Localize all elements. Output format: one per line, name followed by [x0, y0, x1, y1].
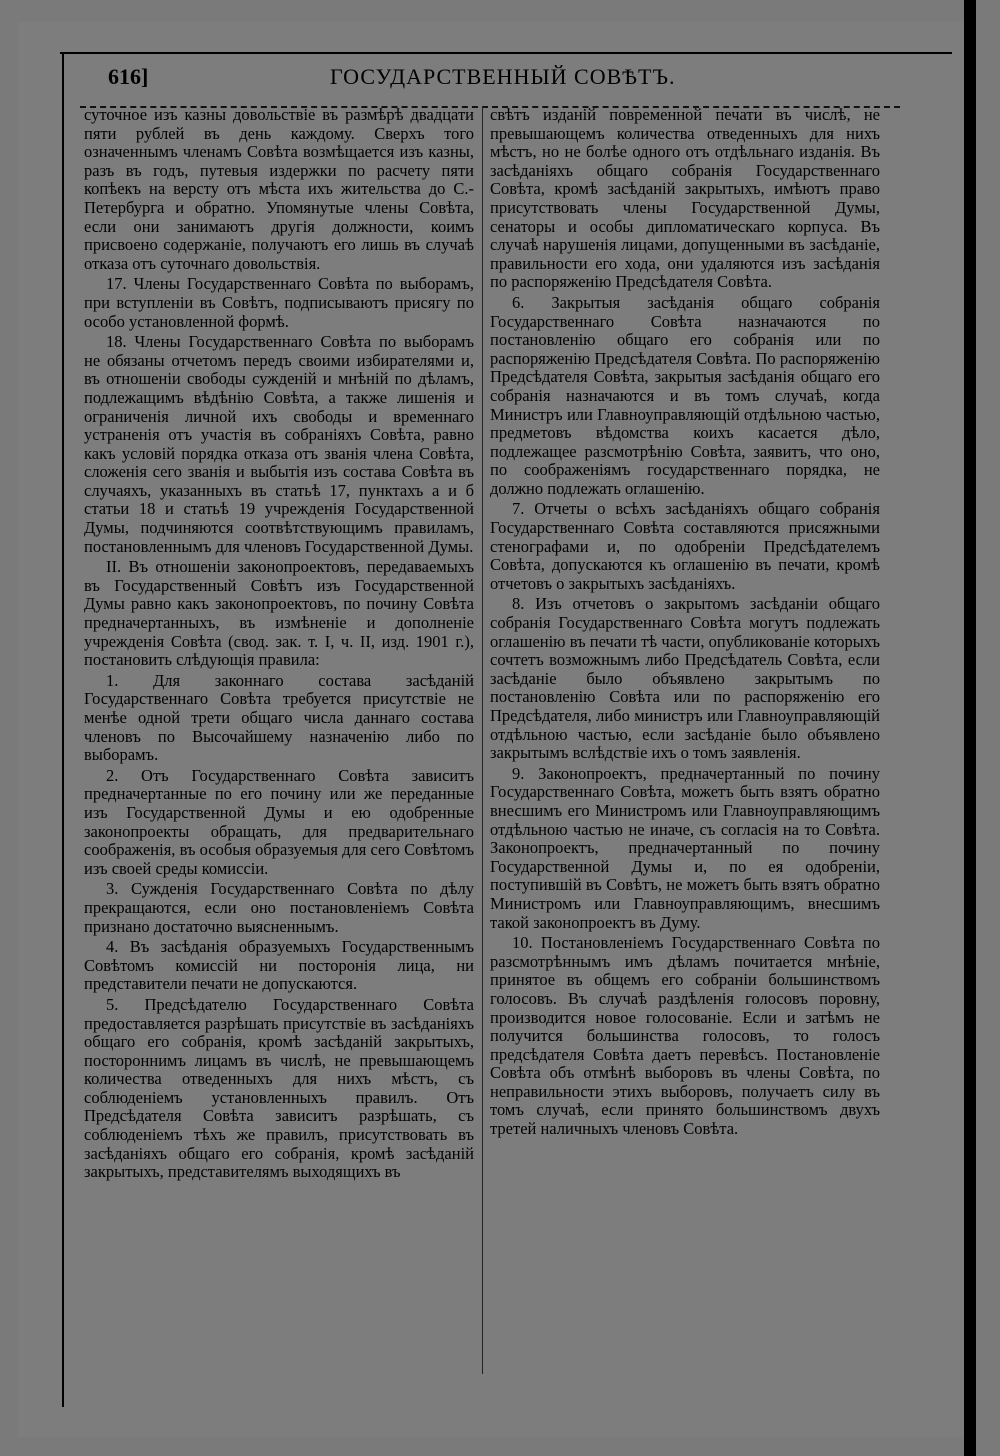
paragraph: II. Въ отношеніи законопроектовъ, передаваемыхъ въ Государственный Совѣтъ изъ Государственной Думы равно какъ законопроектовъ, по почину Совѣта предначертанныхъ, въ измѣненіе и дополненіе учрежденія Совѣта (свод. зак. т. I, ч. II, изд. 1901 г.), постановить слѣдующія правила: — [84, 557, 474, 670]
paragraph: 8. Изъ отчетовъ о закрытомъ засѣданіи общаго собранія Государственнаго Совѣта могутъ подлежать оглашенію въ печати тѣ части, опубликованіе которыхъ сочтетъ возможнымъ либо Предсѣдатель Совѣта, если засѣданіе было объявлено закрытымъ по постановленію Совѣта или по распоряженію его Предсѣдателя, либо министръ или Главноуправляющій отдѣльною частью, если засѣданіе было объявлено закрытымъ вслѣдствіе ихъ о томъ заявленія. — [490, 594, 880, 763]
paragraph: 9. Законопроектъ, предначертанный по почину Государственнаго Совѣта, можетъ быть взятъ обратно внесшимъ его Министромъ или Главноуправляющимъ отдѣльною частью не иначе, съ согласія на то Совѣта. Законопроектъ, предначертанный по почину Государственной Думы и, по ея одобреніи, поступившій въ Совѣтъ, не можетъ быть взятъ обратно Министромъ или Главноуправляющимъ, внесшимъ такой законопроектъ въ Думу. — [490, 763, 880, 932]
top-rule — [60, 52, 952, 54]
paragraph: 10. Постановленіемъ Государственнаго Совѣта по разсмотрѣннымъ имъ дѣламъ почитается мнѣніе, принятое въ общемъ его собраніи большинствомъ голосовъ. Въ случаѣ раздѣленія голосовъ поровну, производится новое голосованіе. Если и затѣмъ не получится большинства голосовъ, то голосъ предсѣдателя Совѣта даетъ перевѣсъ. Постановленіе Совѣта объ отмѣнѣ выборовъ въ члены Совѣта, по неправильности этихъ выборовъ, получаетъ силу въ томъ случаѣ, если принято большинствомъ двухъ третей наличныхъ членовъ Совѣта. — [490, 933, 880, 1139]
right-margin-bar — [964, 0, 976, 1456]
paragraph: 1. Для законнаго состава засѣданій Государственнаго Совѣта требуется присутствіе не менѣе одной трети общаго числа даннаго состава членовъ по Высочайшему назначенію либо по выборамъ. — [84, 670, 474, 765]
paragraph: 7. Отчеты о всѣхъ засѣданіяхъ общаго собранія Государственнаго Совѣта составляются присяжными стенографами и, по одобреніи Предсѣдателемъ Совѣта, допускаются къ оглашенію въ печати, кромѣ отчетовъ о закрытыхъ засѣданіяхъ. — [490, 499, 880, 593]
paragraph: свѣтъ изданій повременной печати въ числѣ, не превышающемъ количества отведенныхъ для нихъ мѣстъ, но не болѣе одного отъ отдѣльнаго изданія. Въ засѣданіяхъ общаго собранія Государственнаго Совѣта, кромѣ засѣданій закрытыхъ, имѣютъ право присутствовать члены Государственной Думы, сенаторы и особы дипломатическаго корпуса. Въ случаѣ нарушенія лицами, допущенными въ засѣданіе, правильности его хода, они удаляются изъ засѣданія по распоряженію Предсѣдателя Совѣта. — [490, 105, 880, 292]
page-header — [90, 60, 890, 90]
paragraph: 18. Члены Государственнаго Совѣта по выборамъ не обязаны отчетомъ передъ своими избирателями и, въ отношеніи свободы сужденій и мнѣній по дѣламъ, подлежащимъ вѣдѣнію Совѣта, а также лишенія и ограниченія личной ихъ свободы и временнаго устраненія отъ участія въ собраніяхъ Совѣта, равно какъ условій порядка отказа отъ званія члена Совѣта, сложенія сего званія и выбытія изъ состава Совѣта въ случаяхъ, указанныхъ въ статьѣ 17, пунктахъ а и б статьи 18 и статьѣ 19 учрежденія Государственной Думы, подчиняются соотвѣтствующимъ правиламъ, постановленнымъ для членовъ Государственной Думы. — [84, 332, 474, 556]
page-number: 616] — [108, 64, 149, 89]
running-title: ГОСУДАРСТВЕННЫЙ СОВѢТЪ. — [330, 64, 676, 89]
paragraph: суточное изъ казны довольствіе въ размѣрѣ двадцати пяти рублей въ день каждому. Сверхъ того означеннымъ членамъ Совѣта возмѣщается изъ казны, разъ въ годъ, путевыя издержки по расчету пяти копѣекъ на версту отъ мѣста ихъ жительства до С.-Петербурга и обратно. Упомянутые члены Совѣта, если они занимаютъ другія должности, коимъ присвоено содержаніе, получаютъ его лишь въ случаѣ отказа отъ суточнаго довольствія. — [84, 105, 474, 273]
paragraph: 3. Сужденія Государственнаго Совѣта по дѣлу прекращаются, если оно постановленіемъ Совѣта признано достаточно выясненнымъ. — [84, 879, 474, 936]
column-divider — [482, 106, 483, 1374]
paragraph: 6. Закрытыя засѣданія общаго собранія Государственнаго Совѣта назначаются по постановленію общаго его собранія или по распоряженію Предсѣдателя Совѣта. По распоряженію Предсѣдателя Совѣта, закрытыя засѣданія общаго его собранія назначаются и въ томъ случаѣ, когда Министръ или Главноуправляющій отдѣльною частью, предметовъ вѣдомства коихъ касается дѣло, подлежащее разсмотрѣнію Совѣта, заявитъ, что оно, по соображеніямъ государственнаго порядка, не должно подлежать оглашенію. — [490, 292, 880, 498]
paragraph: 17. Члены Государственнаго Совѣта по выборамъ, при вступленіи въ Совѣтъ, подписываютъ присягу по особо установленной формѣ. — [84, 274, 474, 331]
paragraph: 5. Предсѣдателю Государственнаго Совѣта предоставляется разрѣшать присутствіе въ засѣданіяхъ общаго его собранія, кромѣ засѣданій закрытыхъ, постороннимъ лицамъ въ числѣ, не превышающемъ количества отведенныхъ для нихъ мѣстъ, съ соблюденіемъ установленныхъ правилъ. Отъ Предсѣдателя Совѣта зависитъ разрѣшать, съ соблюденіемъ тѣхъ же правилъ, присутствовать въ засѣданіяхъ общаго его собранія, кромѣ засѣданій закрытыхъ, представителямъ выходящихъ въ — [84, 994, 474, 1182]
paragraph: 4. Въ засѣданія образуемыхъ Государственнымъ Совѣтомъ комиссій ни посторонія лица, ни представители печати не допускаются. — [84, 937, 474, 994]
paragraph: 2. Отъ Государственнаго Совѣта зависитъ предначертанные по его почину или же переданные изъ Государственной Думы и ею одобренные законопроекты обращать, для предварительнаго соображенія, въ особыя образуемыя для сего Совѣтомъ изъ своей среды комиссіи. — [84, 765, 474, 878]
left-rule — [62, 52, 64, 1407]
right-column — [490, 106, 880, 1141]
left-column — [84, 106, 474, 1184]
